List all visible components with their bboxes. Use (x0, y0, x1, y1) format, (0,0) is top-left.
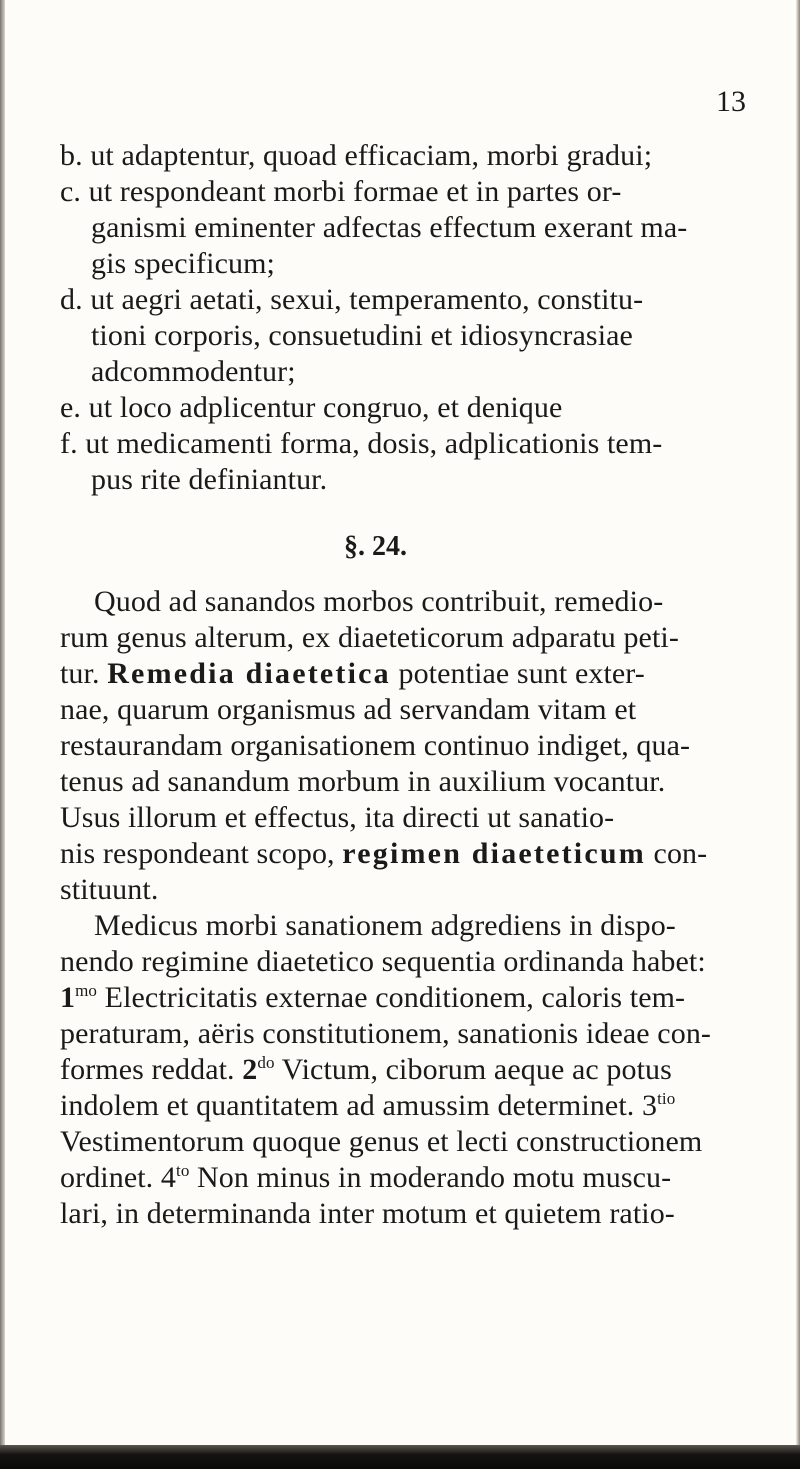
paragraph-line: restaurandam organisationem continuo indiget, qua- (60, 729, 691, 762)
emphasized-term: Remedia diaetetica (107, 657, 391, 690)
list-continuation: pus rite definiantur. (91, 463, 328, 496)
paragraph-line: Quod ad sanandos morbos contribuit, remedio- (94, 585, 664, 618)
paragraph-line: lari, in determinanda inter motum et quietem ratio- (60, 1197, 675, 1230)
text-run: potentiae sunt exter- (398, 657, 645, 690)
ordinal-number: 4 (160, 1161, 176, 1194)
list-continuation: gis specificum; (91, 247, 275, 280)
text-run: ordinet. (60, 1161, 154, 1194)
text-run: indolem et quantitatem ad amussim determinet. (60, 1089, 635, 1122)
page-edge (796, 0, 800, 1469)
list-marker: c. (60, 175, 82, 208)
page-number: 13 (716, 85, 746, 118)
scan-bottom-edge (0, 1445, 800, 1469)
list-text: ut respondeant morbi formae et in partes or- (88, 175, 622, 208)
ordinal-suffix: mo (75, 981, 98, 1000)
paragraph-line: Usus illorum et effectus, ita directi ut sanatio- (60, 801, 615, 834)
ordinal-number: 3 (641, 1089, 658, 1122)
paragraph-line (60, 1052, 672, 1088)
paragraph-line: stituunt. (60, 873, 159, 906)
list-marker: f. (60, 427, 78, 460)
paragraph-line: Medicus morbi sanationem adgrediens in dispo- (94, 909, 676, 942)
list-marker: e. (60, 391, 82, 424)
paragraph-line: tenus ad sanandum morbum in auxilium vocantur. (60, 765, 666, 798)
paragraph-line (60, 836, 707, 872)
list-marker: b. (60, 139, 83, 172)
text-run: con- (653, 837, 708, 870)
paragraph-line: rum genus alterum, ex diaeteticorum adparatu peti- (60, 621, 679, 654)
list-item-f (60, 426, 662, 462)
emphasized-term: regimen diaeteticum (342, 837, 646, 870)
list-continuation: tioni corporis, consuetudini et idiosyncrasiae (91, 319, 633, 352)
list-item-d (60, 282, 643, 318)
section-heading: §. 24. (344, 531, 407, 562)
list-continuation: adcommodentur; (91, 355, 296, 388)
paragraph-line: nendo regimine diaetetico sequentia ordinanda habet: (60, 945, 706, 978)
paragraph-line: nae, quarum organismus ad servandam vitam et (60, 693, 637, 726)
list-item-b (60, 138, 652, 174)
list-item-c (60, 174, 621, 210)
paragraph-line (60, 1088, 675, 1124)
list-text: ut aegri aetati, sexui, temperamento, constitu- (90, 283, 644, 316)
text-run: tur. (60, 657, 100, 690)
text-run: nis respondeant scopo, (60, 837, 335, 870)
ordinal-number: 2 (242, 1053, 258, 1086)
ordinal-suffix: tio (657, 1089, 676, 1108)
paragraph-line: peraturam, aëris constitutionem, sanationis ideae con- (60, 1017, 712, 1050)
text-run: Non minus in moderando motu muscu- (197, 1161, 672, 1194)
paragraph-line (60, 980, 685, 1016)
binding-edge (0, 0, 5, 1469)
paragraph-line (60, 656, 645, 692)
list-item-e (60, 390, 562, 426)
list-marker: d. (60, 283, 83, 316)
ordinal-suffix: do (257, 1053, 275, 1072)
list-text: ut medicamenti forma, dosis, adplicationis tem- (85, 427, 663, 460)
text-run: Electricitatis externae conditionem, caloris tem- (104, 981, 686, 1014)
paragraph-line (60, 1160, 671, 1196)
list-text: ut loco adplicentur congruo, et denique (88, 391, 563, 424)
ordinal-suffix: to (176, 1161, 190, 1180)
text-run: formes reddat. (60, 1053, 235, 1086)
paragraph-line: Vestimentorum quoque genus et lecti constructionem (60, 1125, 703, 1158)
text-run: Victum, ciborum aeque ac potus (281, 1053, 672, 1086)
list-continuation: ganismi eminenter adfectas effectum exerant ma- (91, 211, 688, 244)
list-text: ut adaptentur, quoad efficaciam, morbi gradui; (90, 139, 653, 172)
ordinal-number: 1 (60, 981, 76, 1014)
